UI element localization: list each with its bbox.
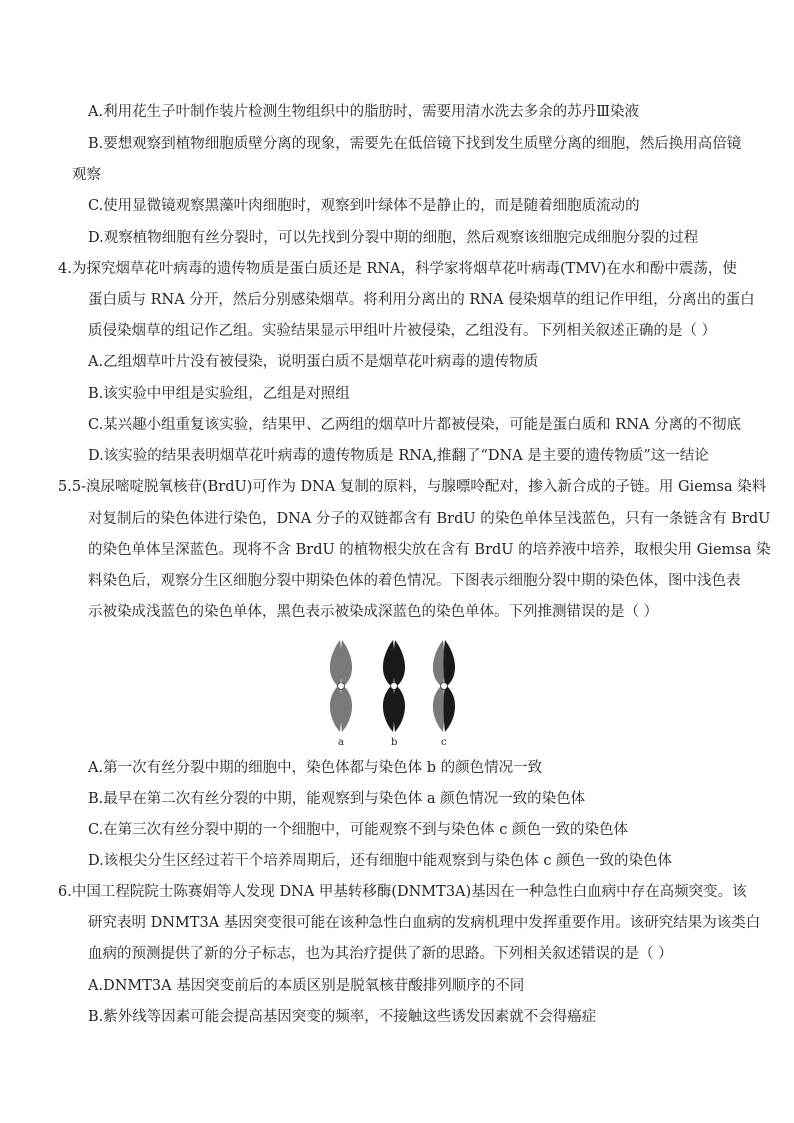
q5-stem-line-3: 的染色单体呈深蓝色。现将不含 BrdU 的植物根尖放在含有 BrdU 的培养液中培养，取根尖用 Giemsa 染 [88, 542, 771, 558]
q5-option-d: D.该根尖分生区经过若干个培养周期后，还有细胞中能观察到与染色体 c 颜色一致的染色体 [88, 853, 673, 869]
q4-option-b: B.该实验中甲组是实验组，乙组是对照组 [88, 386, 350, 402]
q5-stem-line-1: 5.5-溴尿嘧啶脱氧核苷(BrdU)可作为 DNA 复制的原料，与腺嘌呤配对，掺入新合成的子链。用 Giemsa 染料 [58, 479, 767, 495]
q5-stem-line-4: 料染色后，观察分生区细胞分裂中期染色体的着色情况。下图表示细胞分裂中期的染色体，图中浅色表 [88, 573, 741, 589]
q6-stem-line-1: 6.中国工程院院士陈赛娟等人发现 DNA 甲基转移酶(DNMT3A)基因在一种急性白血病中存在高频突变。该 [58, 884, 747, 900]
q5-option-c: C.在第三次有丝分裂中期的一个细胞中，可能观察不到与染色体 c 颜色一致的染色体 [88, 822, 629, 838]
q4-option-d: D.该实验的结果表明烟草花叶病毒的遗传物质是 RNA,推翻了“DNA 是主要的遗传物质”这一结论 [88, 448, 709, 464]
q4-option-a: A.乙组烟草叶片没有被侵染，说明蛋白质不是烟草花叶病毒的遗传物质 [88, 354, 539, 370]
q4-stem-line-3: 质侵染烟草的组记作乙组。实验结果显示甲组叶片被侵染，乙组没有。下列相关叙述正确的是（ ） [88, 323, 717, 339]
q5-option-b: B.最早在第二次有丝分裂的中期，能观察到与染色体 a 颜色情况一致的染色体 [88, 791, 586, 807]
chromosome-a [330, 640, 352, 732]
q6-stem-line-2: 研究表明 DNMT3A 基因突变很可能在该种急性白血病的发病机理中发挥重要作用。该研究结果为该类白 [88, 915, 761, 931]
chromosome-figure [318, 636, 478, 748]
q6-stem-line-3: 血病的预测提供了新的分子标志，也为其治疗提供了新的思路。下列相关叙述错误的是（ ） [88, 946, 673, 962]
q3-option-a: A.利用花生子叶制作装片检测生物组织中的脂肪时，需要用清水洗去多余的苏丹Ⅲ染液 [88, 104, 640, 120]
q4-stem-line-1: 4.为探究烟草花叶病毒的遗传物质是蛋白质还是 RNA，科学家将烟草花叶病毒(TMV)在水和酚中震荡，使 [58, 261, 737, 277]
chromosome-c-centromere [441, 683, 448, 690]
q3-option-c: C.使用显微镜观察黑藻叶肉细胞时，观察到叶绿体不是静止的，而是随着细胞质流动的 [88, 198, 640, 214]
chromosome-b [383, 640, 405, 732]
q6-option-a: A.DNMT3A 基因突变前后的本质区别是脱氧核苷酸排列顺序的不同 [88, 978, 525, 994]
q4-option-c: C.某兴趣小组重复该实验，结果甲、乙两组的烟草叶片都被侵染，可能是蛋白质和 RNA 分离的不彻底 [88, 417, 741, 433]
chromosome-b-centromere [391, 683, 398, 690]
figure-label-b: b [391, 737, 398, 748]
q3-option-b: B.要想观察到植物细胞质壁分离的现象，需要先在低倍镜下找到发生质壁分离的细胞，然后换用高倍镜 [88, 136, 742, 152]
figure-label-c: c [441, 737, 447, 748]
figure-label-a: a [338, 737, 344, 748]
q6-option-b: B.紫外线等因素可能会提高基因突变的频率，不接触这些诱发因素就不会得癌症 [88, 1009, 597, 1025]
q3-option-d: D.观察植物细胞有丝分裂时，可以先找到分裂中期的细胞，然后观察该细胞完成细胞分裂的过程 [88, 230, 699, 246]
q5-stem-line-5: 示被染成浅蓝色的染色单体，黑色表示被染成深蓝色的染色单体。下列推测错误的是（ ） [88, 604, 659, 620]
chromosome-c [433, 640, 455, 732]
q3-option-b-continued: 观察 [72, 167, 101, 183]
chromosome-a-centromere [338, 683, 345, 690]
q4-stem-line-2: 蛋白质与 RNA 分开，然后分别感染烟草。将利用分离出的 RNA 侵染烟草的组记作甲组，分离出的蛋白 [88, 292, 755, 308]
q5-option-a: A.第一次有丝分裂中期的细胞中，染色体都与染色体 b 的颜色情况一致 [88, 760, 543, 776]
q5-stem-line-2: 对复制后的染色体进行染色，DNA 分子的双链都含有 BrdU 的染色单体呈浅蓝色，只有一条链含有 BrdU [88, 511, 771, 527]
